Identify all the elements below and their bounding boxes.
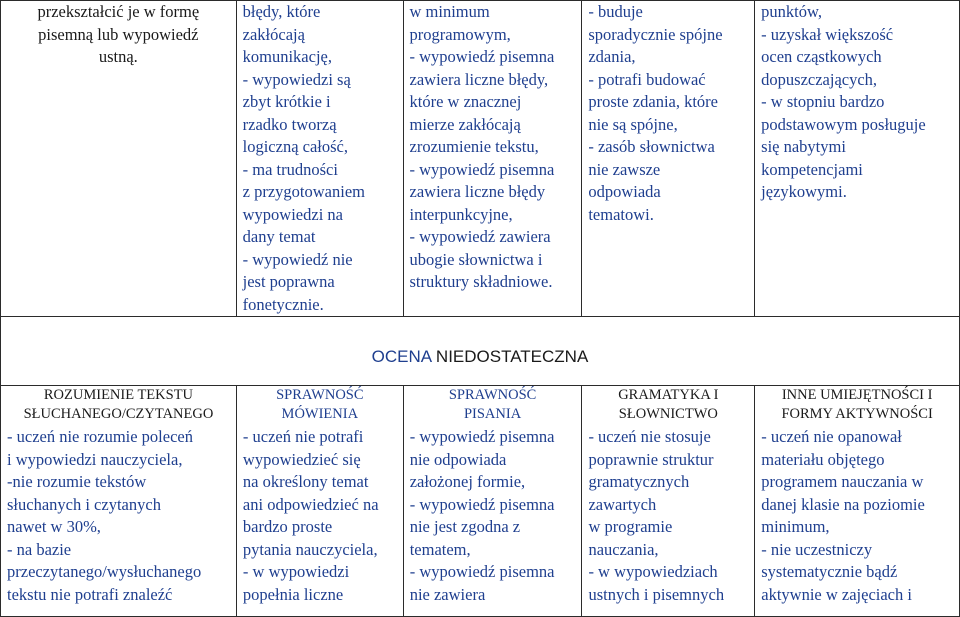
column-text-grammar-vocabulary: - uczeń nie stosuje poprawnie struktur gramatycznych zawartych w programie nauczania, - w wypowiedziach ustnych i pisemnych — [588, 427, 725, 604]
grade-heading-row — [0, 303, 960, 385]
column-text-listening-reading: - uczeń nie rozumie poleceń i wypowiedzi nauczyciela, -nie rozumie tekstów słuchanych i czytanych nawet w 30%, - na bazie przeczytanego/wysłuchanego tekstu nie potrafi znaleźć — [7, 427, 202, 604]
upper-cell-4 — [582, 1, 755, 317]
column-header-other-skills: INNE UMIEJĘTNOŚCI I FORMY AKTYWNOŚCI — [781, 387, 933, 422]
grade-title-emph: NIEDOSTATECZNA — [435, 347, 589, 366]
column-text-other-skills: - uczeń nie opanował materiału objętego programem nauczania w danej klasie na poziomie minimum, - nie uczestniczy systematycznie bądź aktywnie w zajęciach i — [761, 427, 925, 604]
column-header-writing: SPRAWNOŚĆ PISANIA — [448, 387, 537, 422]
column-listening-reading — [1, 386, 237, 617]
failing-grade-table — [0, 385, 960, 617]
column-header-listening-reading: ROZUMIENIE TEKSTU SŁUCHANEGO/CZYTANEGO — [23, 387, 214, 422]
column-header-grammar-vocabulary: GRAMATYKA I SŁOWNICTWO — [618, 387, 719, 422]
column-speaking — [236, 386, 403, 617]
upper-cell-3 — [403, 1, 582, 317]
column-text-writing: - wypowiedź pisemna nie odpowiada założonej formie, - wypowiedź pisemna nie jest zgodna z tematem, - wypowiedź pisemna nie zawiera — [409, 427, 555, 604]
column-grammar-vocabulary — [582, 386, 755, 617]
column-header-speaking: SPRAWNOŚĆ MÓWIENIA — [276, 387, 364, 422]
upper-cell-5 — [755, 1, 960, 317]
grade-title — [0, 346, 960, 368]
upper-cell-4-text: - buduje sporadycznie spójne zdania, - potrafi budować proste zdania, które nie są spójne, - zasób słownictwa nie zawsze odpowiada tematowi. — [588, 2, 723, 224]
column-text-speaking: - uczeń nie potrafi wypowiedzieć się na określony temat ani odpowiedzieć na bardzo proste pytania nauczyciela, - w wypowiedzi popełnia liczne — [242, 427, 379, 604]
upper-cell-2 — [236, 1, 403, 317]
upper-cell-1 — [1, 1, 237, 317]
upper-cell-2-text: błędy, które zakłócają komunikację, - wypowiedzi są zbyt krótkie i rzadko tworzą logiczną całość, - ma trudności z przygotowaniem wypowiedzi na dany temat - wypowiedź nie jest poprawna fonetycznie. — [242, 2, 365, 314]
upper-cell-1-text: przekształcić je w formę pisemną lub wypowiedź ustną. — [37, 2, 200, 66]
upper-cell-3-text: w minimum programowym, - wypowiedź pisemna zawiera liczne błędy, które w znacznej mierze zakłócają zrozumienie tekstu, - wypowiedź pisemna zawiera liczne błędy interpunkcyjne, - wypowiedź zawiera ubogie słownictwa i struktury składniowe. — [409, 2, 555, 291]
column-writing — [403, 386, 582, 617]
table-row — [1, 1, 960, 317]
table-row — [1, 386, 960, 617]
column-other-skills — [755, 386, 960, 617]
upper-cell-5-text: punktów, - uzyskał większość ocen cząstkowych dopuszczających, - w stopniu bardzo podstawowym posługuje się nabytymi kompetencjami językowymi. — [761, 2, 926, 201]
grade-title-prefix: OCENA — [371, 347, 436, 366]
